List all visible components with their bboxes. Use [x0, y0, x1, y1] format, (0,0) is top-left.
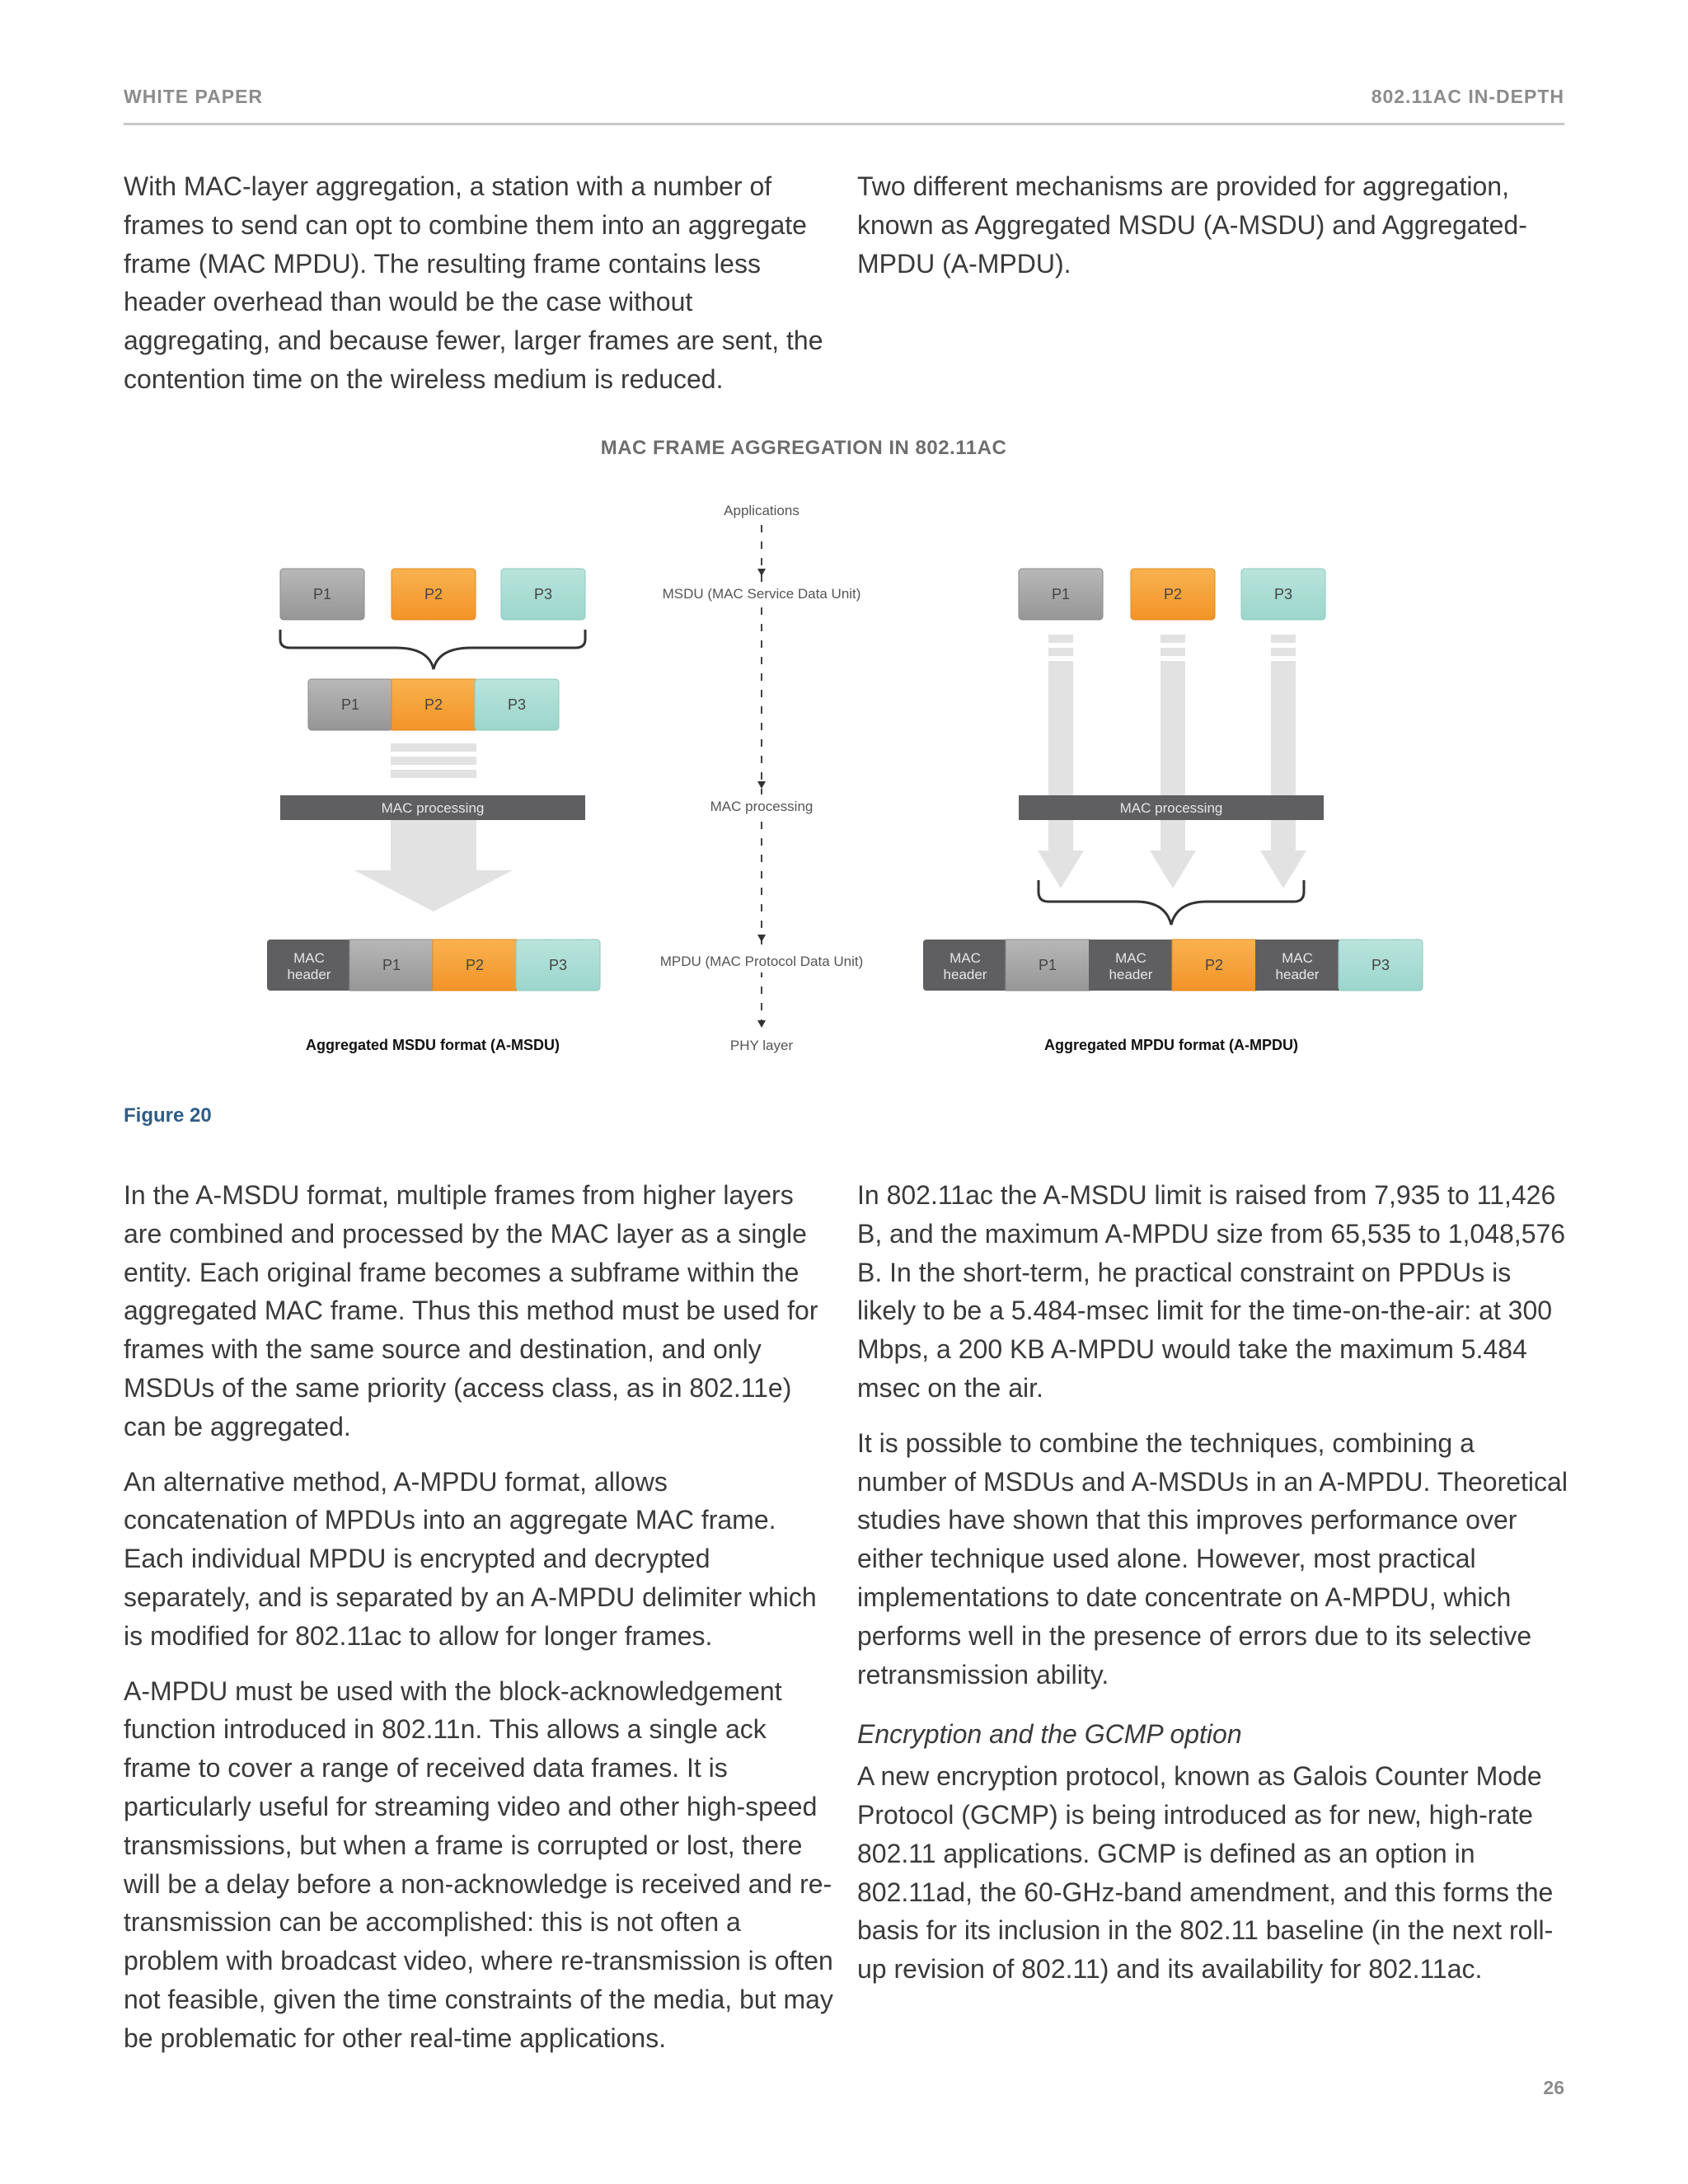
flow-arrow [1260, 635, 1306, 888]
figure-title: MAC FRAME AGGREGATION IN 802.11AC [600, 437, 1007, 459]
page-number: 26 [1543, 2077, 1564, 2098]
packet-label: P1 [1051, 586, 1071, 602]
ampdu-diagram [923, 569, 1423, 1053]
large-down-arrow-icon [354, 820, 513, 912]
flow-stripe [391, 743, 476, 752]
packet-label: P3 [507, 696, 527, 713]
packet-label: P3 [1273, 586, 1293, 602]
body-left-paragraph-3: A-MPDU must be used with the block-acknowledgement function introduced in 802.11n. This allows a single ack frame to cover a range of received data frames. It is particularly useful for streaming video and other high-speed transmissions, but when a frame is corrupted or lost, there will be a delay before a non-acknowledge is received and re-transmission can be accomplished: this is not often a problem with broadcast video, where re-transmission is often not feasible, given the time constraints of the media, but may be problematic for other real-time applications. [124, 1675, 833, 2053]
packet-label: P1 [340, 696, 360, 713]
label-mpdu: MPDU (MAC Protocol Data Unit) [659, 954, 864, 969]
label-applications: Applications [724, 503, 799, 518]
arrow-down-icon [757, 781, 766, 789]
packet-label: P3 [533, 586, 553, 602]
mac-header-line1: MAC [293, 950, 325, 966]
mac-header-line2: header [1275, 967, 1320, 982]
brace [1039, 880, 1304, 925]
packet-label: P1 [382, 957, 401, 973]
packet-label: P3 [1371, 957, 1390, 973]
packet-label: P2 [1204, 957, 1224, 973]
packet-label: P2 [1163, 586, 1183, 602]
mac-header-line2: header [943, 967, 987, 982]
amsdu-format-label: Aggregated MSDU format (A-MSDU) [306, 1037, 560, 1053]
body-right-column [857, 1176, 1568, 1989]
mac-header-line1: MAC [1282, 950, 1313, 966]
packet-label: P2 [424, 586, 443, 602]
intro-right-paragraph: Two different mechanisms are provided for aggregation, known as Aggregated MSDU (A-MSDU) and Aggregated-MPDU (A-MPDU). [857, 171, 1527, 279]
mac-processing-bar-label: MAC processing [1119, 800, 1223, 816]
flow-arrow [1150, 635, 1196, 888]
body-right-paragraph-2: It is possible to combine the techniques, combining a number of MSDUs and A-MSDUs in an A-MPDU. Theoretical studies have shown that this improves performance over either technique used alone. However, most practical implementations to date concentrate on A-MPDU, which performs well in the presence of errors due to its selective retransmission ability. [857, 1427, 1568, 1690]
mac-header-line1: MAC [950, 950, 981, 966]
label-msdu: MSDU (MAC Service Data Unit) [662, 586, 861, 602]
flow-stripe [391, 770, 476, 778]
figure-caption: Figure 20 [124, 1104, 212, 1127]
intro-left-paragraph: With MAC-layer aggregation, a station with a number of frames to send can opt to combine them into an aggregate frame (MAC MPDU). The resulting frame contains less header overhead than would be the case without aggregating, and because fewer, larger frames are sent, the contention time on the wireless medium is reduced. [124, 171, 823, 394]
packet-label: P2 [424, 696, 443, 713]
arrow-down-icon [757, 935, 766, 942]
packet-label: P1 [312, 586, 332, 602]
mac-header-line2: header [287, 967, 331, 982]
packet-label: P3 [548, 957, 568, 973]
brace [280, 630, 585, 669]
label-mac-processing: MAC processing [710, 799, 814, 814]
amsdu-diagram [267, 569, 600, 1053]
arrow-down-icon [757, 1020, 766, 1028]
section-subheading: Encryption and the GCMP option [857, 1719, 1242, 1750]
flow-arrow [1038, 635, 1084, 888]
header-right: 802.11AC IN-DEPTH [1371, 86, 1564, 107]
header-left: WHITE PAPER [124, 86, 264, 107]
flow-stripe [391, 757, 476, 765]
arrow-down-icon [757, 569, 766, 576]
packet-label: P1 [1038, 957, 1057, 973]
body-left-column [124, 1176, 834, 2058]
label-phy-layer: PHY layer [729, 1038, 794, 1053]
packet-label: P2 [465, 957, 485, 973]
body-right-paragraph-3: A new encryption protocol, known as Galois Counter Mode Protocol (GCMP) is being introduced as for new, high-rate 802.11 applications. GCMP is defined as an option in 802.11ad, the 60-GHz-band amendment, and this forms the basis for its inclusion in the 802.11 baseline (in the next roll-up revision of 802.11) and its availability for 802.11ac. [857, 1761, 1554, 1985]
body-left-paragraph-1: In the A-MSDU format, multiple frames from higher layers are combined and processed by the MAC layer as a single entity. Each original frame becomes a subframe within the aggregated MAC frame. Thus this method must be used for frames with the same source and destination, and only MSDUs of the same priority (access class, as in 802.11e) can be aggregated. [124, 1180, 818, 1441]
mac-processing-bar-label: MAC processing [381, 800, 485, 816]
body-right-paragraph-1: In 802.11ac the A-MSDU limit is raised from 7,935 to 11,426 B, and the maximum A-MPDU size from 65,535 to 1,048,576 B. In the short-term, he practical constraint on PPDUs is likely to be a 5.484-msec limit for the time-on-the-air: at 300 Mbps, a 200 KB A-MPDU would take the maximum 5.484 msec on the air. [857, 1180, 1566, 1403]
mac-header-line1: MAC [1115, 950, 1146, 966]
mac-header-line2: header [1109, 967, 1153, 982]
body-left-paragraph-2: An alternative method, A-MPDU format, allows concatenation of MPDUs into an aggregate MAC frame. Each individual MPDU is encrypted and decrypted separately, and is separated by an A-MPDU delimiter which is modified for 802.11ac to allow for longer frames. [124, 1466, 817, 1651]
ampdu-format-label: Aggregated MPDU format (A-MPDU) [1044, 1037, 1298, 1053]
